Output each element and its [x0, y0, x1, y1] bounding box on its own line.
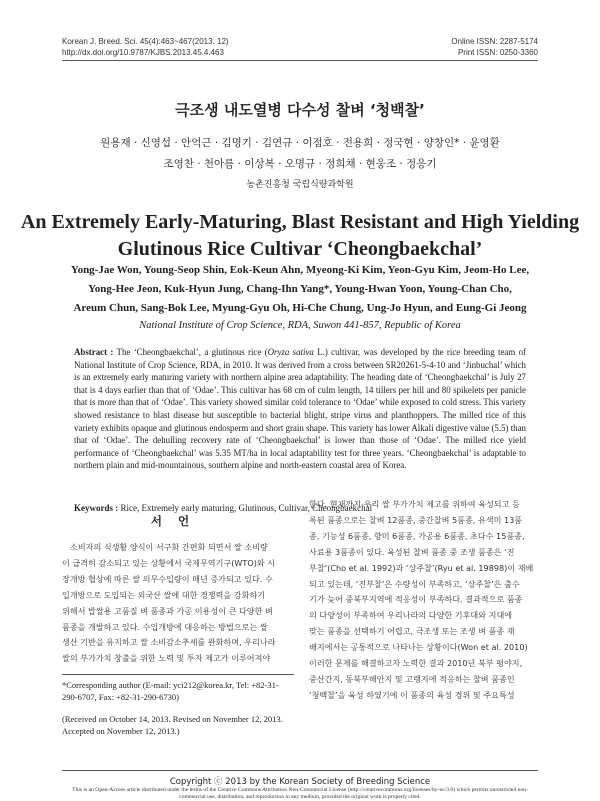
keywords-label: Keywords : [74, 503, 119, 513]
text-line: 사료용 3품종이 있다. 육성된 찰벼 품종 중 조생 품종은 ‘진 [309, 546, 515, 557]
text-line: 위해서 밥쌀용 고품질 벼 품종과 가공 이용성이 큰 다양한 벼 [62, 605, 273, 616]
intro-heading: 서 언 [150, 514, 196, 528]
footnote-divider [62, 674, 294, 675]
text-line: 종, 기능성 6품종, 향미 6품종, 가공용 6품종, 초다수 15품종, [309, 530, 525, 541]
english-title [0, 209, 600, 263]
text-line: 기가 늦어 중북부지역에 적응성이 부족하다. 결과적으로 품종 [309, 594, 523, 605]
text-line: 되고 있는데, ‘진부찰’은 수량성이 부족하고, ‘상주찰’은 출수 [309, 578, 520, 589]
english-title-line-2: Glutinous Rice Cultivar ‘Cheongbaekchal’ [117, 238, 483, 260]
header-divider [62, 60, 538, 61]
doi-link[interactable]: http://dx.doi.org/10.9787/KJBS.2013.45.4.463 [62, 48, 224, 57]
abstract-text-1: The ‘Cheongbaekchal’, a glutinous rice ( [113, 347, 268, 357]
text-line: 쌀의 부가가치 창출을 위한 노력 및 투자 제고가 이루어져야 [62, 653, 271, 664]
text-line: 입개방으로 도입되는 외국산 쌀에 대한 경쟁력을 강화하기 [62, 589, 266, 600]
intro-right-column [309, 497, 540, 704]
text-line: 이러한 문제를 해결하고자 노력한 결과 2010년 북부 평야지, [309, 658, 523, 669]
text-line: 이 급격히 감소되고 있는 상황에서 국제무역기구(WTO)와 시 [62, 557, 276, 568]
license-notice: This is an Open-Access article distributed under the terms of the Creative Commons Attribution Non-Commercial License (http://creativecommons.org/licenses/by-nc/3.0) which permits unrestricted non-commercial use, distribution, and reproduction in any medium, provided the original work is properly cited. [72, 787, 528, 800]
abstract-species: Oryza sativa [267, 347, 314, 357]
text-line: ‘청백찰’을 육성 하였기에 이 품종의 육성 경위 및 주요특성 [309, 689, 515, 700]
abstract-label: Abstract : [74, 347, 114, 357]
text-line: 배지에서는 공통적으로 나타나는 상황이다(Won et al. 2010) [309, 642, 528, 653]
english-authors-line-1: Yong-Jae Won, Young-Seop Shin, Eok-Keun Ahn, Myeong-Ki Kim, Yeon-Gyu Kim, Jeom-Ho Lee, [70, 264, 530, 276]
journal-citation: Korean J. Breed. Sci. 45(4):463~467(2013. 12) [62, 37, 229, 46]
text-line: 맞는 품종을 선택하기 어렵고, 극조생 또는 조생 벼 품종 재 [309, 626, 515, 637]
text-line: 부찰’(Cho et al. 1992)과 ‘상주찰’(Ryu et al. 19898)이 재배 [309, 562, 534, 573]
korean-affiliation: 농촌진흥청 국립식량과학원 [246, 180, 354, 190]
text-line: 의 다양성이 부족하여 우리나라의 다양한 기후대와 지대에 [309, 610, 513, 621]
corresponding-author: *Corresponding author (E-mail: yci212@korea.kr, Tel: +82-31-290-6707, Fax: +82-31-290-6730) [62, 680, 279, 702]
korean-title: 극조생 내도열병 다수성 찰벼 ‘청백찰’ [175, 101, 425, 119]
text-line: 소비자의 식생활 양식이 서구화 간편화 되면서 쌀 소비량 [70, 542, 268, 552]
korean-authors-line-1: 원용재 · 신영섭 · 안억근 · 김명기 · 김연규 · 이점호 · 전용희 · 정국현 · 양창인* · 윤영환 [100, 137, 500, 149]
print-issn: Print ISSN: 0250-3360 [457, 48, 538, 57]
english-title-line-1: An Extremely Early-Maturing, Blast Resistant and High Yielding [20, 211, 580, 233]
text-line: 장개방 협상에 따른 쌀 의무수입량이 매년 증가되고 있다. 수 [62, 573, 273, 584]
text-line: 생산 기반을 유지하고 쌀 소비감소추세를 완화하며, 우리나라 [62, 637, 276, 648]
abstract [74, 346, 526, 472]
text-line: 한다. 현재까지 우리 쌀 부가가치 제고를 위하여 육성되고 등 [309, 499, 520, 509]
keywords-text: Rice, Extremely early maturing, Glutinous, Cultivar, Cheongbaekchal [118, 503, 373, 513]
received-dates: (Received on October 14, 2013. Revised on November 12, 2013. Accepted on November 12, 2013.) [62, 714, 283, 736]
text-line: 품종을 개발하고 있다. 수입개방에 대응하는 방법으로는 쌀 [62, 621, 268, 632]
text-line: 중산간지, 동북부해안지 및 고랭지에 적응하는 찰벼 품종인 [309, 673, 515, 684]
text-line: 록된 품종으로는 찰벼 12품종, 중간찰벼 5품종, 유색미 13품 [309, 514, 523, 525]
intro-left-column [62, 540, 292, 667]
online-issn: Online ISSN: 2287-5174 [451, 37, 538, 46]
journal-header-right [451, 36, 538, 58]
english-authors-line-2: Yong-Hee Jeon, Kuk-Hyun Jung, Chang-Ihn Yang*, Young-Hwan Yoon, Young-Chan Cho, [88, 283, 512, 295]
korean-authors-line-2: 조영찬 · 천아름 · 이상복 · 오명규 · 정희채 · 현웅조 · 정응기 [163, 158, 437, 170]
footer-divider [62, 770, 538, 771]
english-affiliation: National Institute of Crop Science, RDA, Suwon 441-857, Republic of Korea [139, 320, 461, 331]
english-authors-line-3: Areum Chun, Sang-Bok Lee, Myung-Gyu Oh, Hi-Che Chung, Ung-Jo Hyun, and Eung-Gi Jeong [73, 302, 527, 314]
copyright-notice: Copyright ⓒ 2013 by the Korean Society of Breeding Science [169, 777, 431, 787]
journal-header-left [62, 36, 229, 58]
abstract-text-2: L.) cultivar, was developed by the rice breeding team of National Institute of Crop Science, RDA, in 2010. It was derived from a cross between SR20261-5-4-10 and ‘Jinbuchal’ which is an extremely early maturing variety with northern alpine area adaptability. The heading date of ‘Cheongbaekchal’ is July 27 that is 4 days earlier than that of ‘Odae’. This cultivar has 68 cm of culm length, 14 tillers per hill and 80 spikelets per panicle that is more than that of ‘Odae’. This variety showed similar cold tolerance to ‘Odae’ while exposed to cold stress. This variety showed resistance to blast disease but susceptible to bacterial blight, stripe virus and planthoppers. The milled rice of this variety exhibits opaque and glutinous endosperm and short grain shape. This variety has lower Alkali digestive value (5.5) than that of ‘Odae’. The dehulling recovery rate of ‘Cheongbaekchal’ is lower than those of ‘Odae’. The milled rice yield performance of ‘Cheongbaekchal’ was 5.35 MT/ha in local adaptability test for three years. ‘Cheongbaekchal’ is adaptable to northern plain and mid-mountainous, southern alpine and north-eastern coastal area of Korea. [74, 347, 526, 471]
